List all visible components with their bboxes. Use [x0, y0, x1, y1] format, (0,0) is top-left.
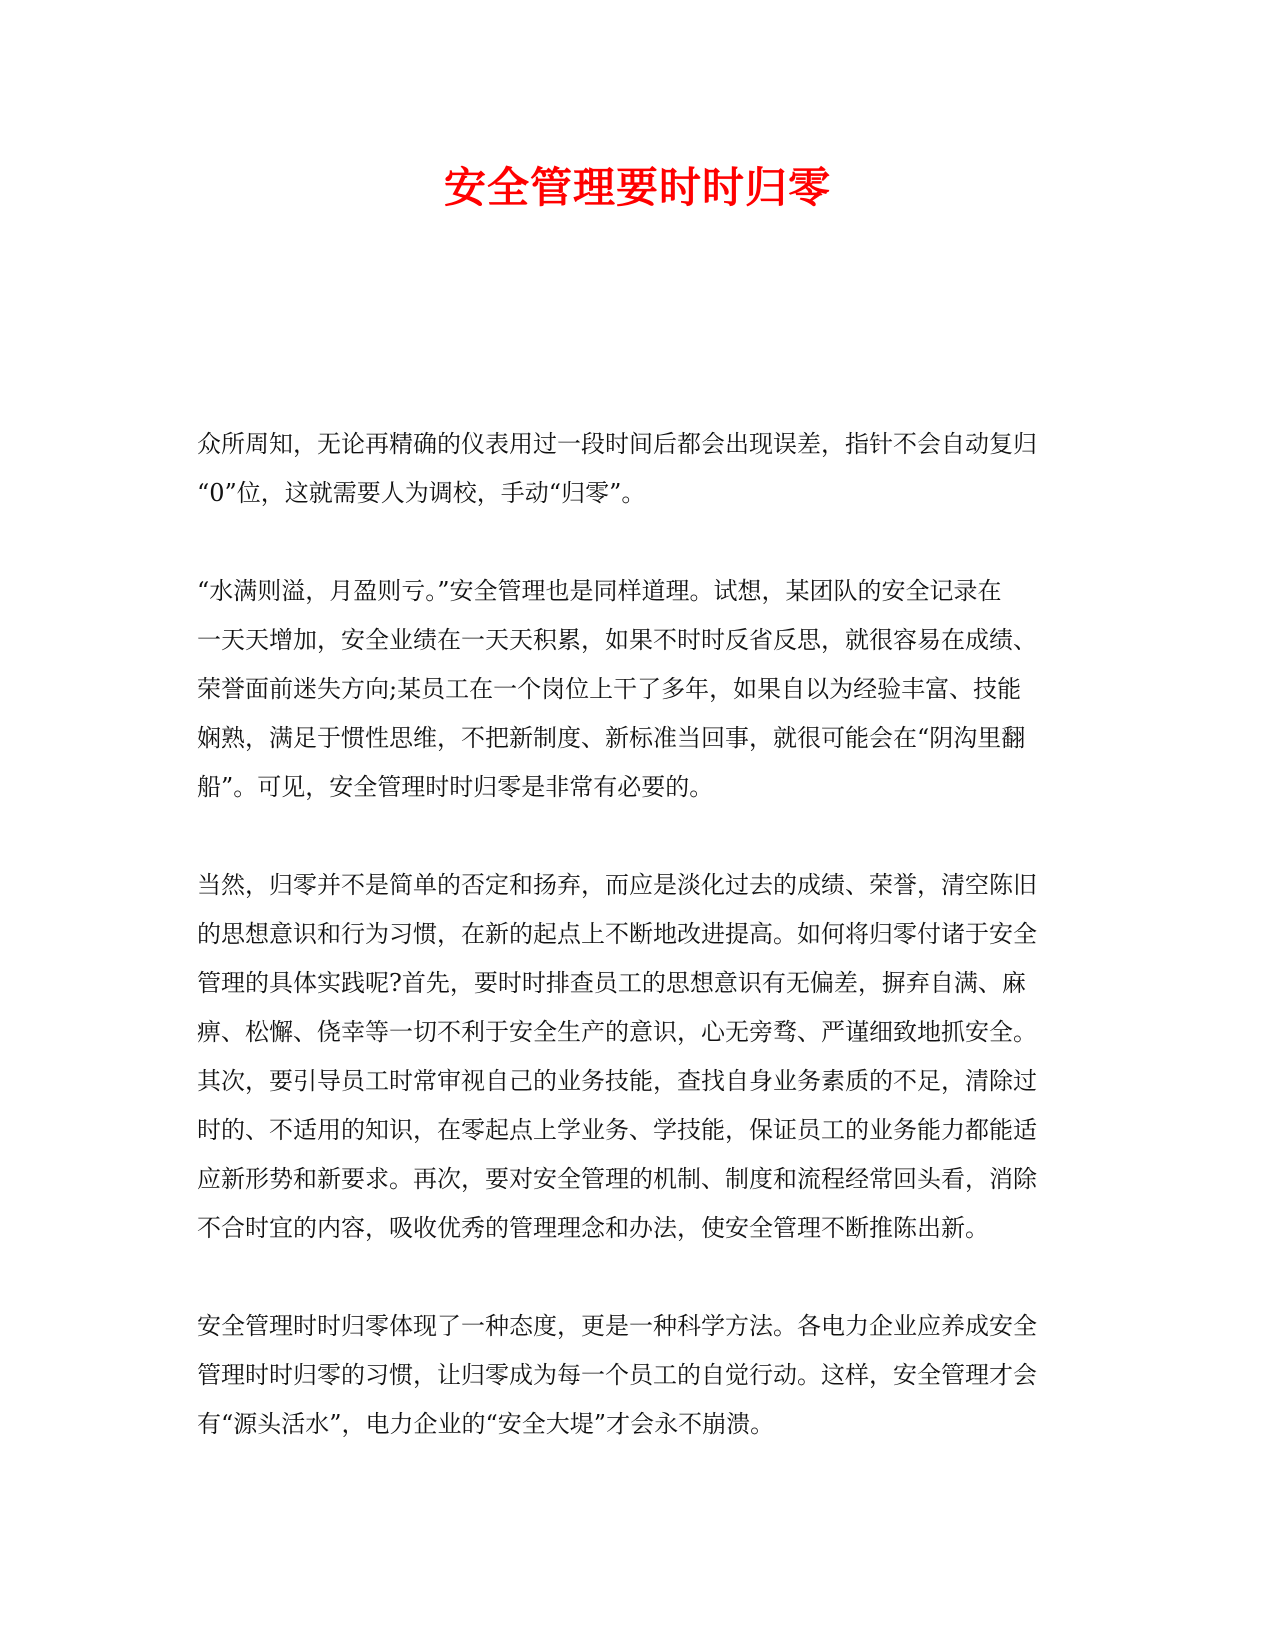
- paragraph-3: 当然，归零并不是简单的否定和扬弃，而应是淡化过去的成绩、荣誉，清空陈旧 的思想意识和行为习惯，在新的起点上不断地改进提高。如何将归零付诸于安全 管理的具体实践呢?首先，要时时排查员工的思想意识有无偏差，摒弃自满、麻 痹、松懈、侥幸等一切不利于安全生产的意识，心无旁骛、严谨细致地抓安全。 其次，要引导员工时常审视自己的业务技能，查找自身业务素质的不足，清除过 时的、不适用的知识，在零起点上学业务、学技能，保证员工的业务能力都能适 应新形势和新要求。再次，要对安全管理的机制、制度和流程经常回头看，消除 不合时宜的内容，吸收优秀的管理理念和办法，使安全管理不断推陈出新。: [197, 871, 1037, 1242]
- paragraph-1: 众所周知，无论再精确的仪表用过一段时间后都会出现误差，指针不会自动复归 “0”位，这就需要人为调校，手动“归零”。: [197, 430, 1037, 507]
- document-body: [197, 420, 1077, 1498]
- paragraph-4: 安全管理时时归零体现了一种态度，更是一种科学方法。各电力企业应养成安全 管理时时归零的习惯，让归零成为每一个员工的自觉行动。这样，安全管理才会 有“源头活水”，电力企业的“安全大堤”才会永不崩溃。: [197, 1312, 1037, 1438]
- document-title: 安全管理要时时归零: [443, 163, 831, 212]
- paragraph-2: “水满则溢，月盈则亏。”安全管理也是同样道理。试想，某团队的安全记录在 一天天增加，安全业绩在一天天积累，如果不时时反省反思，就很容易在成绩、 荣誉面前迷失方向;某员工在一个岗位上干了多年，如果自以为经验丰富、技能 娴熟，满足于惯性思维，不把新制度、新标准当回事，就很可能会在“阴沟里翻 船”。可见，安全管理时时归零是非常有必要的。: [197, 577, 1037, 801]
